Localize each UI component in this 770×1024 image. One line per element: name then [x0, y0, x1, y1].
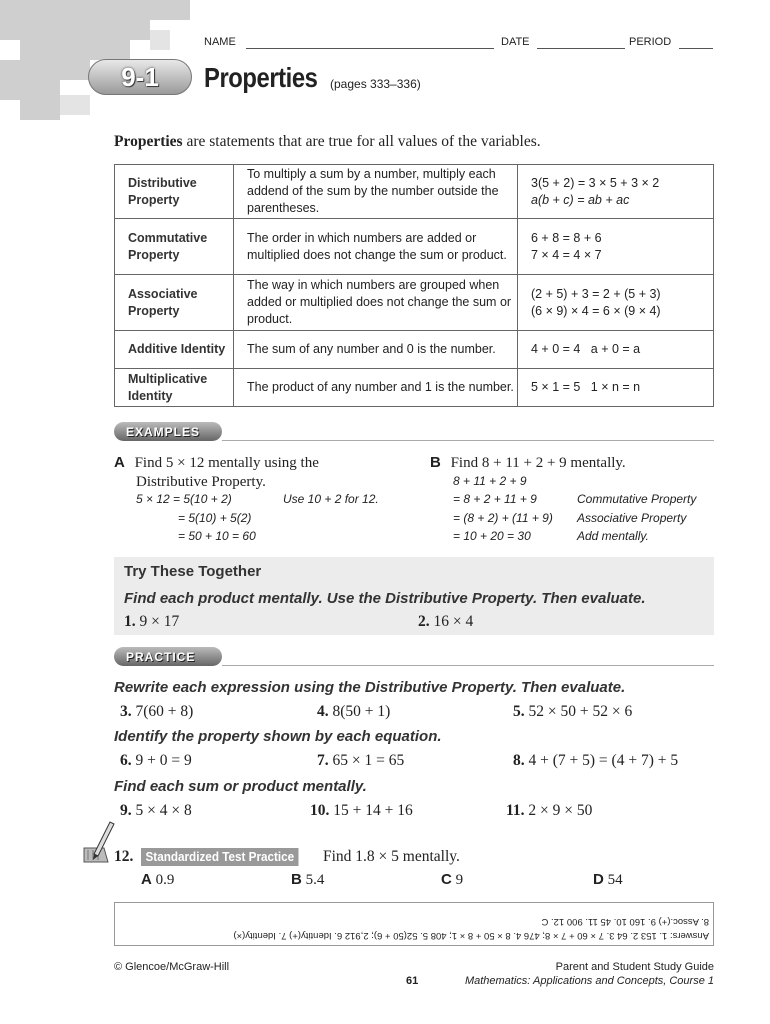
problem-8: [513, 752, 678, 770]
problem-4: [317, 703, 390, 721]
footer-course-title: Mathematics: Applications and Concepts, Course 1: [464, 975, 714, 987]
table-row: [115, 165, 714, 219]
problem-6: [120, 752, 192, 770]
choice-letter: C: [441, 871, 452, 888]
problem-text: 4 + (7 + 5) = (4 + 7) + 5: [528, 752, 679, 769]
standardized-test-label: Standardized Test Practice: [141, 848, 299, 866]
problem-text: 8(50 + 1): [332, 703, 391, 720]
problem-number: 12.: [114, 848, 134, 865]
page-reference: (pages 333–336): [330, 77, 421, 91]
problem-text: 15 + 14 + 16: [333, 802, 413, 819]
property-description: The way in which numbers are grouped when added or multiplied does not change the sum or product.: [234, 275, 518, 331]
period-label: PERIOD: [629, 36, 672, 48]
property-name: Multiplicative Identity: [115, 369, 234, 407]
example-a-line2: Distributive Property.: [136, 474, 266, 490]
property-description: The product of any number and 1 is the number.: [234, 369, 518, 407]
example-line: 7 × 4 = 4 × 7: [531, 247, 602, 262]
table-row: [115, 275, 714, 331]
footer-copyright: © Glencoe/McGraw-Hill: [114, 961, 230, 973]
problem-11: [506, 802, 592, 820]
choice-c[interactable]: [441, 871, 463, 889]
property-name: Associative Property: [115, 275, 234, 331]
example-b-note: Commutative Property: [577, 492, 697, 506]
answer-line: Answers: 1. 153 2. 64 3. 7 × 60 + 7 × 8; 476 4. 8 × 50 + 8 × 1; 408 5. 52(50 + 6); 2,912 6. Identity(+) 7. Identity(×): [233, 930, 709, 941]
example-a-heading: [114, 453, 319, 492]
problem-3: [120, 703, 193, 721]
property-example: 4 + 0 = 4 a + 0 = a: [518, 331, 714, 369]
answer-key-text: [115, 903, 715, 947]
date-label: DATE: [501, 36, 530, 48]
example-line: a(b + c) = ab + ac: [531, 192, 630, 207]
lesson-badge: 9-1: [88, 59, 192, 95]
problem-text: 5 × 4 × 8: [135, 802, 192, 819]
try-together-instructions: Find each product mentally. Use the Distributive Property. Then evaluate.: [124, 590, 646, 607]
property-example: [518, 275, 714, 331]
choice-value: 5.4: [305, 872, 325, 888]
problem-text: 65 × 1 = 65: [332, 752, 405, 769]
example-b-step: = 8 + 2 + 11 + 9: [453, 492, 537, 506]
section-divider: [222, 440, 714, 441]
problem-number: 8.: [513, 752, 525, 769]
example-b-step: = (8 + 2) + (11 + 9): [453, 511, 553, 525]
choice-value: 0.9: [155, 872, 175, 888]
date-line[interactable]: [537, 48, 625, 49]
choice-d[interactable]: [593, 871, 623, 889]
choice-a[interactable]: [141, 871, 174, 889]
table-row: [115, 369, 714, 407]
problem-text: 16 × 4: [433, 613, 474, 630]
property-example: [518, 165, 714, 219]
try-together-title: Try These Together: [124, 563, 262, 580]
choice-letter: A: [141, 871, 152, 888]
practice-instructions-1: Rewrite each expression using the Distributive Property. Then evaluate.: [114, 679, 626, 696]
answer-line: 8. Assoc.(+) 9. 160 10. 45 11. 900 12. C: [541, 916, 709, 927]
example-line: 3(5 + 2) = 3 × 5 + 3 × 2: [531, 175, 660, 190]
problem-text: 9 + 0 = 9: [135, 752, 192, 769]
answer-key-box: [114, 902, 714, 946]
example-a-step: = 50 + 10 = 60: [178, 529, 256, 543]
example-b-step: = 10 + 20 = 30: [453, 529, 531, 543]
problem-number: 10.: [310, 802, 330, 819]
problem-number: 2.: [418, 613, 430, 630]
page-number: 61: [406, 975, 419, 987]
page-title: Properties: [204, 62, 318, 93]
problem-5: [513, 703, 632, 721]
choice-letter: D: [593, 871, 604, 888]
problem-number: 1.: [124, 613, 136, 630]
name-line[interactable]: [246, 48, 494, 49]
example-b-note: Add mentally.: [577, 529, 649, 543]
problem-12-text: Find 1.8 × 5 mentally.: [323, 848, 460, 865]
property-example: [518, 219, 714, 275]
problem-7: [317, 752, 404, 770]
property-description: To multiply a sum by a number, multiply each addend of the sum by the number outside the parentheses.: [234, 165, 518, 219]
example-b-note: Associative Property: [577, 511, 687, 525]
example-letter: B: [430, 454, 441, 471]
problem-number: 3.: [120, 703, 132, 720]
problem-number: 4.: [317, 703, 329, 720]
practice-ribbon: PRACTICE: [114, 647, 222, 666]
problem-number: 11.: [506, 802, 525, 819]
example-b-step: 8 + 11 + 2 + 9: [453, 474, 527, 488]
practice-instructions-2: Identify the property shown by each equation.: [114, 728, 442, 745]
problem-text: 9 × 17: [139, 613, 180, 630]
problem-9: [120, 802, 192, 820]
property-name: Distributive Property: [115, 165, 234, 219]
intro-text: [114, 133, 541, 151]
problem-10: [310, 802, 413, 820]
table-row: [115, 219, 714, 275]
problem-number: 5.: [513, 703, 525, 720]
table-row: [115, 331, 714, 369]
problem-number: 6.: [120, 752, 132, 769]
name-label: NAME: [204, 36, 236, 48]
example-line: (6 × 9) × 4 = 6 × (9 × 4): [531, 303, 661, 318]
example-letter: A: [114, 454, 125, 471]
example-a-step: = 5(10) + 5(2): [178, 511, 252, 525]
problem-1: [124, 613, 179, 631]
period-line[interactable]: [679, 48, 713, 49]
problem-number: 9.: [120, 802, 132, 819]
intro-rest: are statements that are true for all values of the variables.: [182, 133, 541, 150]
choice-value: 9: [455, 872, 464, 888]
example-b-line1: Find 8 + 11 + 2 + 9 mentally.: [450, 455, 626, 471]
example-a-step: 5 × 12 = 5(10 + 2): [136, 492, 232, 506]
intro-bold: Properties: [114, 133, 183, 150]
example-a-line1: Find 5 × 12 mentally using the: [134, 455, 319, 471]
example-a-note: Use 10 + 2 for 12.: [283, 492, 379, 506]
pencil-test-icon: [80, 818, 116, 864]
examples-ribbon: EXAMPLES: [114, 422, 222, 441]
section-divider: [222, 665, 714, 666]
problem-number: 7.: [317, 752, 329, 769]
properties-table: [114, 164, 714, 407]
practice-instructions-3: Find each sum or product mentally.: [114, 778, 367, 795]
problem-text: 7(60 + 8): [135, 703, 194, 720]
problem-12-number: [114, 848, 133, 866]
footer-guide-title: Parent and Student Study Guide: [555, 961, 714, 973]
property-name: Commutative Property: [115, 219, 234, 275]
property-example: 5 × 1 = 5 1 × n = n: [518, 369, 714, 407]
example-b-heading: [430, 453, 626, 473]
choice-b[interactable]: [291, 871, 324, 889]
problem-text: 52 × 50 + 52 × 6: [528, 703, 633, 720]
problem-2: [418, 613, 473, 631]
choice-value: 54: [607, 872, 623, 888]
property-name: Additive Identity: [115, 331, 234, 369]
example-line: 6 + 8 = 8 + 6: [531, 230, 602, 245]
problem-text: 2 × 9 × 50: [528, 802, 593, 819]
choice-letter: B: [291, 871, 302, 888]
property-description: The sum of any number and 0 is the number.: [234, 331, 518, 369]
property-description: The order in which numbers are added or multiplied does not change the sum or product.: [234, 219, 518, 275]
example-line: (2 + 5) + 3 = 2 + (5 + 3): [531, 286, 661, 301]
